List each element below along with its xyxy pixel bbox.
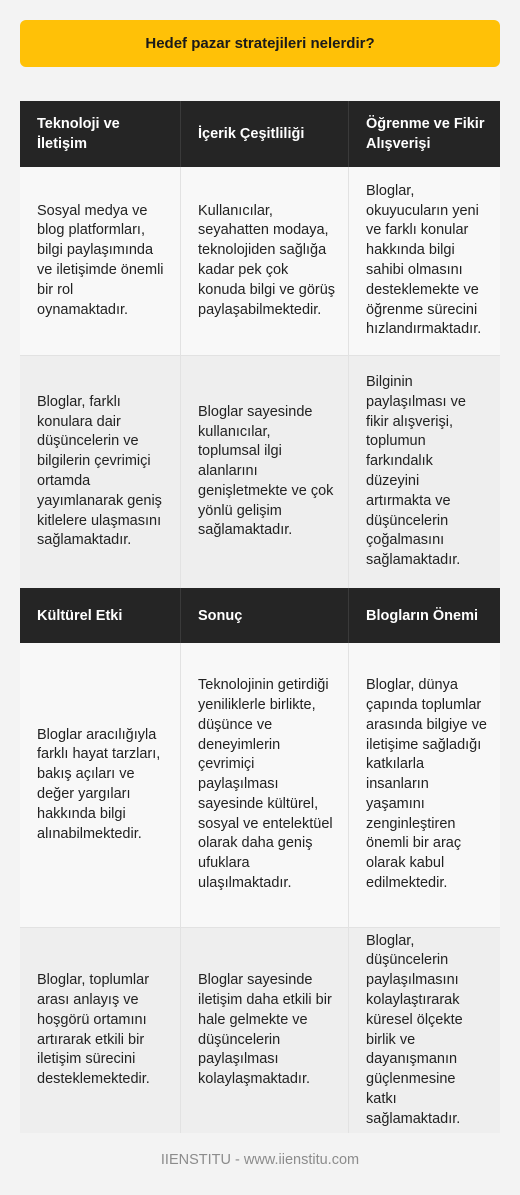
- table-cell: Teknolojinin getirdiği yeniliklerle birlikte, düşünce ve deneyimlerin çevrimiçi paylaşılması sayesinde kültürel, sosyal ve entelektüel olarak daha geniş ufuklara ulaşılmaktadır.: [180, 643, 348, 927]
- table-cell: Bloglar sayesinde kullanıcılar, toplumsal ilgi alanlarını genişletmekte ve çok yönlü gelişim sağlamaktadır.: [180, 355, 348, 588]
- header-bloglarin-onemi: Blogların Önemi: [348, 588, 500, 643]
- header-kulturel-etki: Kültürel Etki: [20, 588, 180, 643]
- table-cell: Bloglar sayesinde iletişim daha etkili bir hale gelmekte ve düşüncelerin paylaşılması kolaylaşmaktadır.: [180, 927, 348, 1133]
- info-grid: [20, 101, 500, 1133]
- header-icerik-cesitliligi: İçerik Çeşitliliği: [180, 101, 348, 167]
- table-cell: Bloglar, farklı konulara dair düşüncelerin ve bilgilerin çevrimiçi ortamda yayımlanarak geniş kitlelere ulaşmasını sağlamaktadır.: [20, 355, 180, 588]
- table-cell: Bilginin paylaşılması ve fikir alışverişi, toplumun farkındalık düzeyini artırmakta ve düşüncelerin çoğalmasını sağlamaktadır.: [348, 355, 500, 588]
- table-cell: Bloglar aracılığıyla farklı hayat tarzları, bakış açıları ve değer yargıları hakkında bilgi alınabilmektedir.: [20, 643, 180, 927]
- table-cell: Bloglar, toplumlar arası anlayış ve hoşgörü ortamını artırarak etkili bir iletişim sürecini desteklemektedir.: [20, 927, 180, 1133]
- page-title: Hedef pazar stratejileri nelerdir?: [20, 20, 500, 67]
- table-cell: Bloglar, okuyucuların yeni ve farklı konular hakkında bilgi sahibi olmasını desteklemekte ve öğrenme sürecini hızlandırmaktadır.: [348, 167, 500, 355]
- table-cell: Sosyal medya ve blog platformları, bilgi paylaşımında ve iletişimde önemli bir rol oynamaktadır.: [20, 167, 180, 355]
- footer-credit: IIENSTITU - www.iienstitu.com: [160, 1152, 360, 1168]
- table-cell: Kullanıcılar, seyahatten modaya, teknolojiden sağlığa kadar pek çok konuda bilgi ve görüş paylaşabilmektedir.: [180, 167, 348, 355]
- table-cell: Bloglar, dünya çapında toplumlar arasında bilgiye ve iletişime sağladığı katkılarla insanların yaşamını zenginleştiren önemli bir araç olarak kabul edilmektedir.: [348, 643, 500, 927]
- table-cell: Bloglar, düşüncelerin paylaşılmasını kolaylaştırarak küresel ölçekte birlik ve dayanışmanın güçlenmesine katkı sağlamaktadır.: [348, 927, 500, 1133]
- header-sonuc: Sonuç: [180, 588, 348, 643]
- header-ogrenme-ve-fikir-alisverisi: Öğrenme ve Fikir Alışverişi: [348, 101, 500, 167]
- header-teknoloji-ve-iletisim: Teknoloji ve İletişim: [20, 101, 180, 167]
